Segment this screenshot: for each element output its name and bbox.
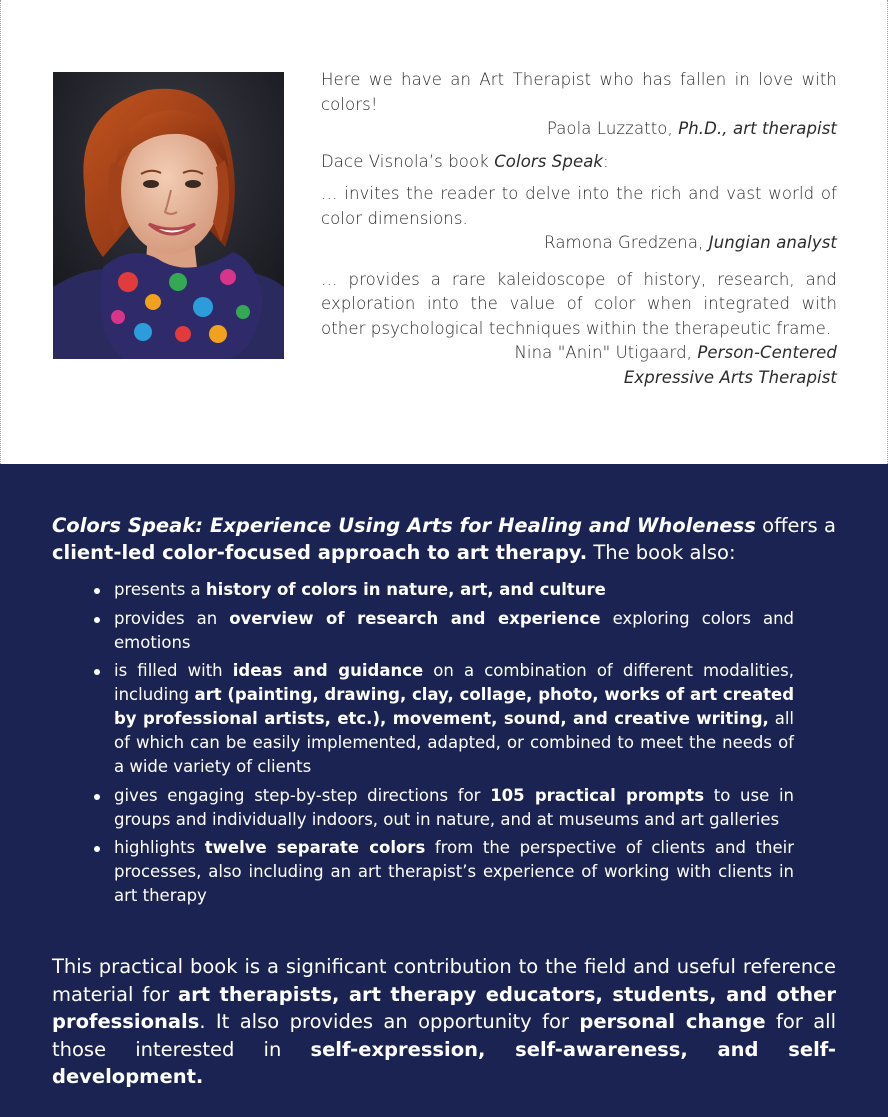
item-highlight: 105 practical prompts [490,785,705,805]
attribution-gredzena [321,231,837,256]
outro-highlight: art therapists, art therapy educators, students, and other professionals [52,982,836,1033]
item-highlight: history of colors in nature, art, and culture [205,580,606,599]
outro-text: . It also provides an opportunity for [199,1010,580,1033]
intro-highlight: client-led color-focused approach to art therapy. [52,541,588,564]
outro-text: for all those interested in [52,1010,837,1061]
attribution-utigaard-line2 [321,366,837,391]
attribution-utigaard [321,341,837,366]
bullet-icon [94,794,100,800]
attribution-title: Jungian analyst [708,233,837,252]
item-highlight: art (painting, drawing, clay, collage, photo, works of art created by professional artists, etc.), movement, sound, and creative writing, [114,685,795,728]
bullet-icon [94,846,100,852]
list-item [88,607,794,655]
attribution-title: Expressive Arts Therapist [623,367,837,387]
item-text: is filled with [114,661,233,680]
attribution-luzzatto [321,117,837,142]
attribution-title: Ph.D., art therapist [678,119,837,138]
feature-list [88,578,794,913]
book-title: Colors Speak [494,151,604,171]
attribution-name: Nina "Anin" Utigaard, [514,343,698,362]
list-item [88,836,794,908]
endorsements [321,68,837,390]
book-intro-suffix: : [603,151,609,171]
list-item [88,659,794,779]
item-text: to use in groups and individually indoors, out in nature, and at museums and art galleries [114,785,795,829]
attribution-name: Paola Luzzatto, [546,119,679,138]
book-intro-line [321,150,837,175]
item-text: exploring colors and emotions [114,608,794,652]
attribution-name: Ramona Gredzena, [544,233,709,252]
item-text: provides an [114,608,230,628]
author-portrait [53,72,284,359]
outro-highlight: personal change [579,1010,766,1033]
description-panel [0,464,888,1117]
item-text: from the perspective of clients and their processes, also including an art therapist’s experience of working with clients in art therapy [114,838,794,905]
item-text: on a combination of different modalities, including [114,661,795,704]
bullet-icon [94,588,100,594]
intro-text: offers a [755,514,836,537]
description-outro [52,953,836,1091]
quote-utigaard: … provides a rare kaleidoscope of history, research, and exploration into the value of color when integrated with other psychological techniques within the therapeutic frame. [321,269,837,338]
attribution-title: Person-Centered [697,343,837,362]
bullet-icon [94,669,100,675]
item-text: all of which can be easily implemented, adapted, or combined to meet the needs of a wide variety of clients [114,709,795,776]
outro-text: This practical book is a significant contribution to the field and useful reference material for [52,955,836,1006]
quote-luzzatto: Here we have an Art Therapist who has fallen in love with colors! [321,70,837,114]
quote-gredzena: … invites the reader to delve into the rich and vast world of color dimensions. [321,184,837,228]
item-text: highlights [114,838,205,857]
item-text: gives engaging step-by-step directions for [114,785,491,805]
item-text: presents a [114,580,206,599]
item-highlight: twelve separate colors [204,838,426,857]
outro-highlight: self-expression, self-awareness, and self-development. [52,1037,836,1088]
item-highlight: overview of research and experience [229,608,601,628]
bullet-icon [94,617,100,623]
endorsement-section [0,0,888,464]
intro-text-end: The book also: [587,541,736,564]
item-highlight: ideas and guidance [232,661,424,680]
book-full-title: Colors Speak: Experience Using Arts for Healing and Wholeness [52,514,756,537]
description-intro [52,512,836,566]
list-item [88,784,794,832]
author-portrait-illustration [53,72,284,359]
list-item [88,578,794,602]
book-intro-prefix: Dace Visnola’s book [321,151,495,171]
